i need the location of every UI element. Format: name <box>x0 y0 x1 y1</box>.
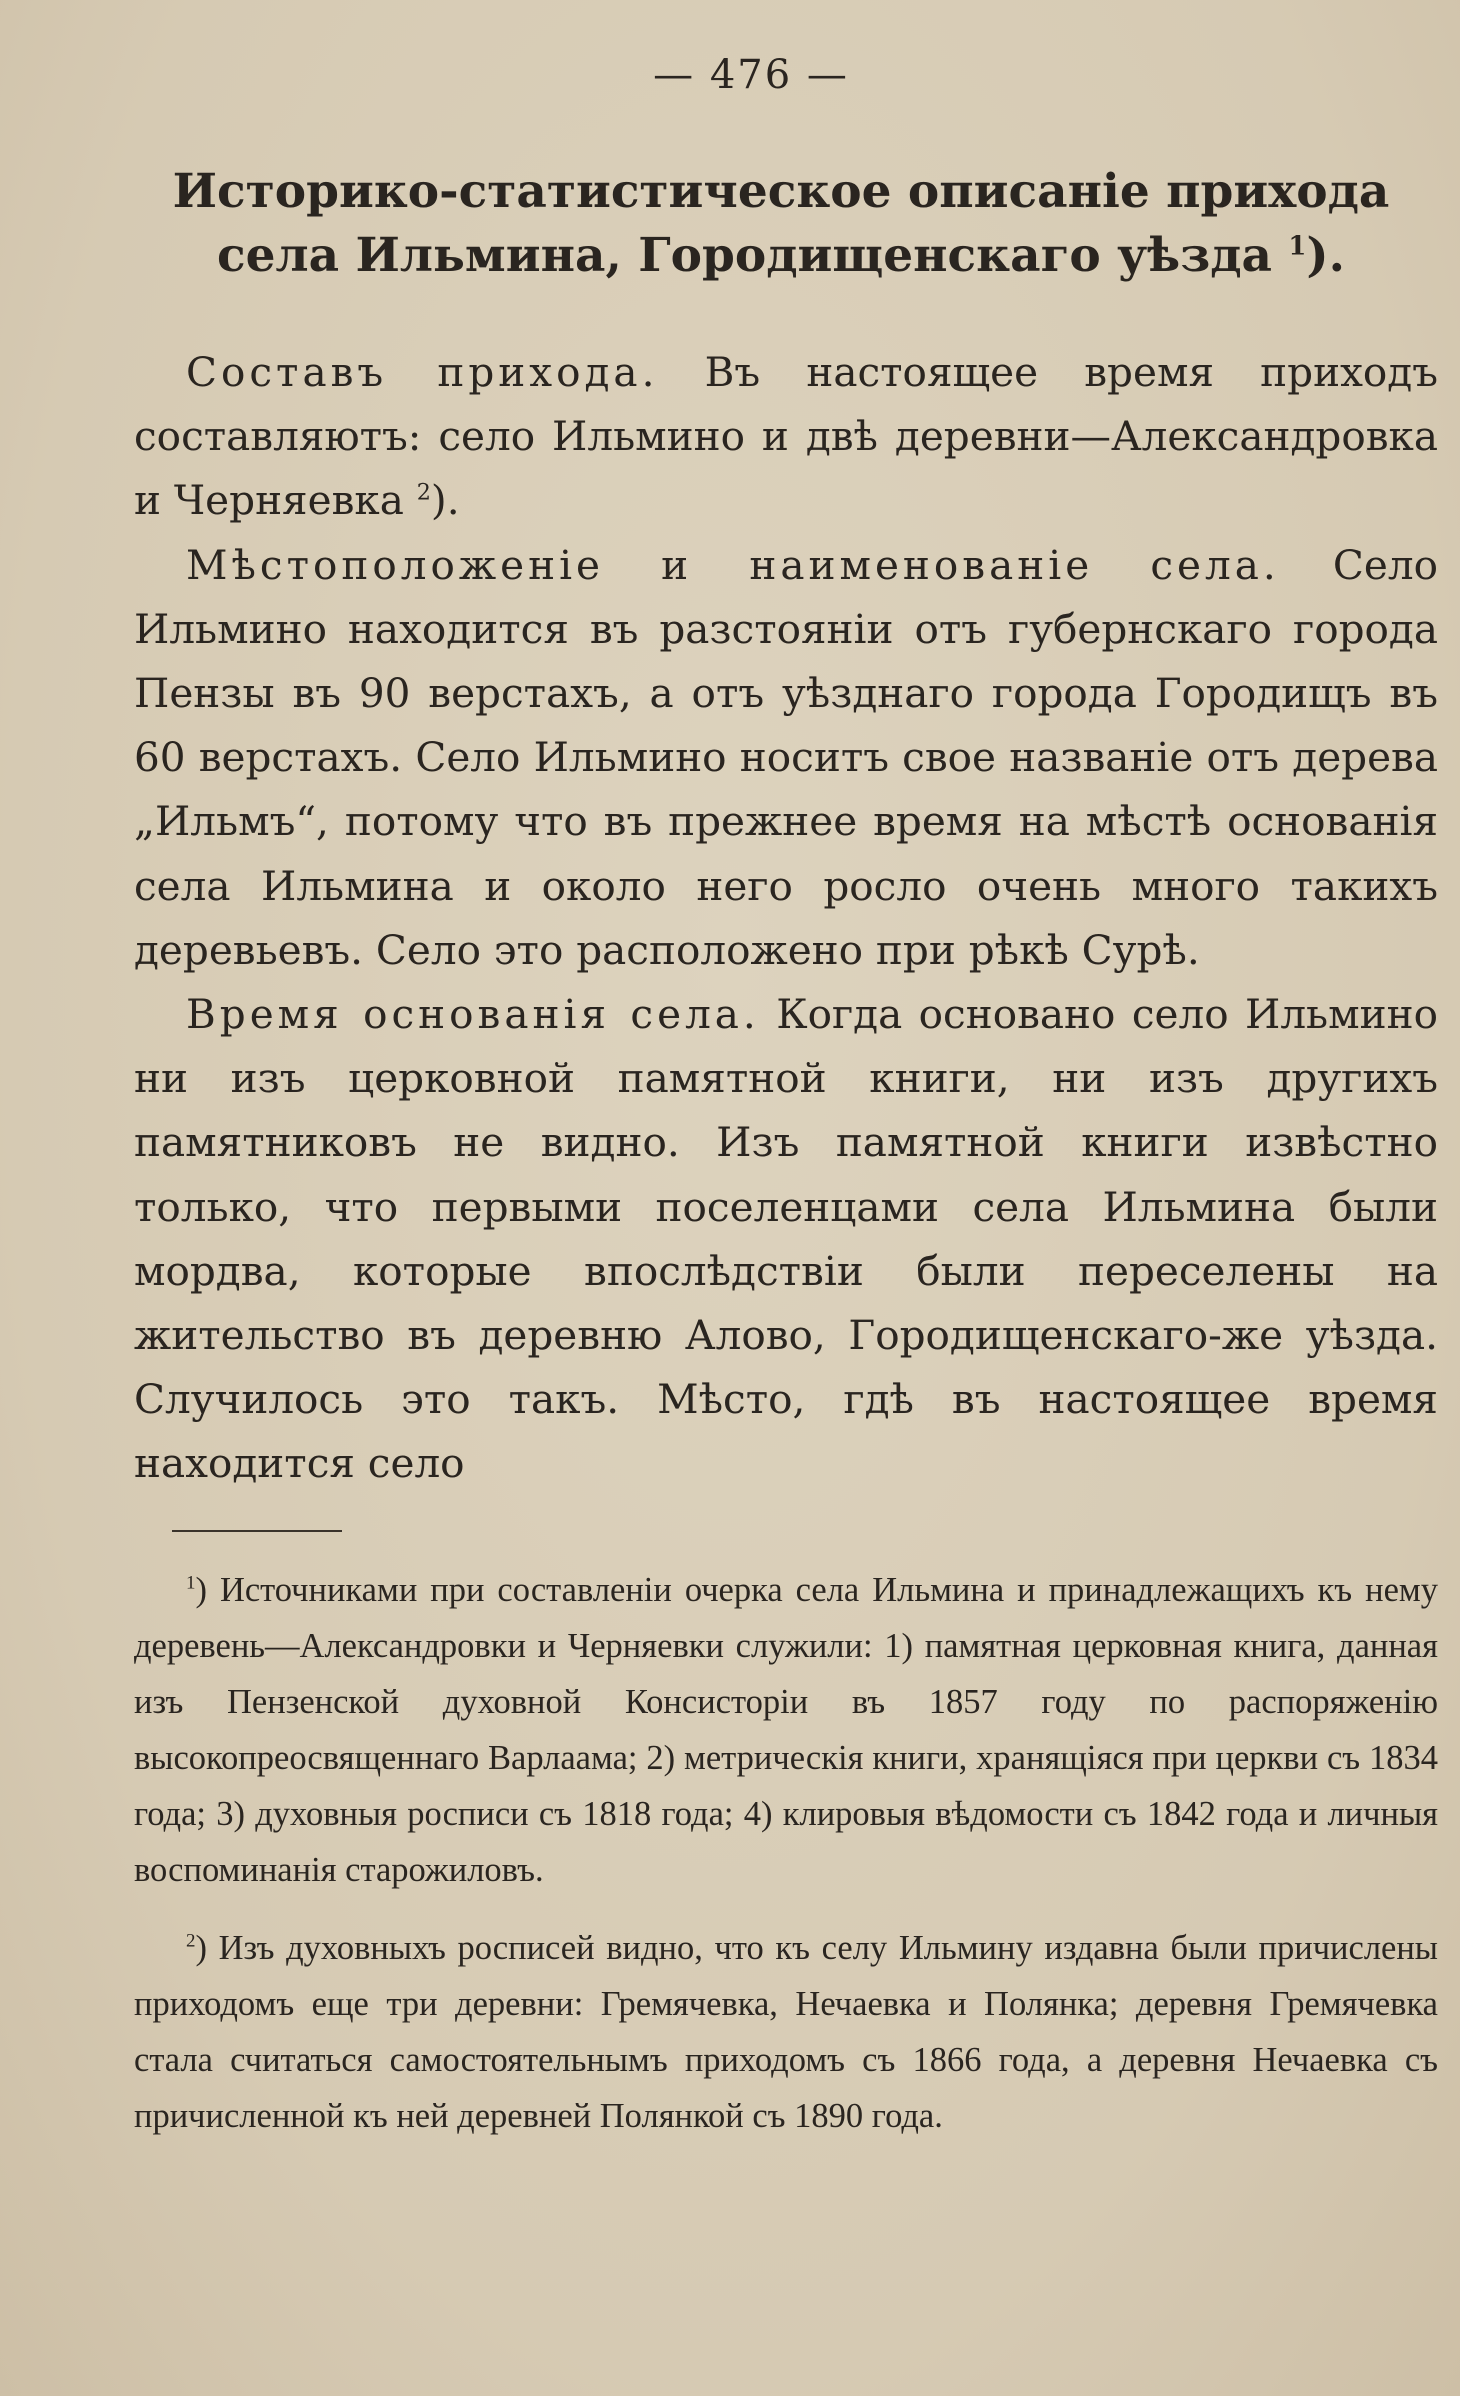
section-heading: Составъ прихода. <box>186 348 659 396</box>
paragraph-location <box>134 533 1438 982</box>
paragraph-tail: ). <box>430 476 460 525</box>
paragraph-text: Въ настоящее время приходъ составляютъ: село Ильмино и двѣ деревни—Александровка и Черняевка <box>134 348 1439 525</box>
paragraph-founding <box>134 982 1438 1496</box>
title-text: Историко-статистическое описаніе прихода села Ильмина, Городищенскаго уѣзда <box>172 164 1390 283</box>
footnote-mark: 1 <box>186 1572 196 1594</box>
footnote-text: ) Изъ духовныхъ росписей видно, что къ селу Ильмину издавна были причислены приходомъ еще три деревни: Гремячевка, Нечаевка и Полянка; деревня Гремячевка стала считаться самостоятельнымъ приходомъ съ 1866 года, а деревня Нечаевка съ причисленной къ ней деревней Полянкой съ 1890 года. <box>134 1928 1438 2135</box>
footnote-separator <box>172 1530 342 1532</box>
footnote-ref-2[interactable]: 2 <box>416 479 431 506</box>
main-text <box>134 340 1438 1496</box>
section-heading: Время основанія села. <box>186 990 760 1039</box>
paragraph-parish-composition <box>134 340 1438 533</box>
article-title <box>134 160 1438 288</box>
paragraph-text: Село Ильмино находится въ разстояніи отъ губернскаго города Пензы въ 90 верстахъ, а отъ уѣзднаго города Городищъ въ 60 верстахъ. Село Ильмино носитъ свое названіе отъ дерева „Ильмъ“, потому что въ прежнее время на мѣстѣ основанія села Ильмина и около него росло очень много такихъ деревьевъ. Село это расположено при рѣкѣ Сурѣ. <box>134 540 1438 974</box>
page-number: — 476 — <box>653 52 849 98</box>
section-heading: Мѣстоположеніе и наименованіе села. <box>186 540 1280 589</box>
title-footnote-ref[interactable]: 1 <box>1288 231 1307 262</box>
footnotes <box>134 1562 1438 2144</box>
footnote-text: ) Источниками при составленіи очерка села Ильмина и принадлежащихъ къ нему деревень—Александровки и Черняевки служили: 1) памятная церковная книга, данная изъ Пензенской духовной Консисторіи въ 1857 году по распоряженію высокопреосвященнаго Варлаама; 2) метрическія книги, хранящіяся при церкви съ 1834 года; 3) духовныя росписи съ 1818 года; 4) клировыя вѣдомости съ 1842 года и личныя воспоминанія старожиловъ. <box>134 1570 1438 1889</box>
footnote-mark: 2 <box>186 1930 196 1952</box>
title-tail: ). <box>1306 228 1345 283</box>
footnote-1 <box>134 1562 1438 1898</box>
footnote-2 <box>134 1920 1438 2144</box>
paragraph-text: Когда основано село Ильмино ни изъ церковной памятной книги, ни изъ другихъ памятниковъ не видно. Изъ памятной книги извѣстно только, что первыми поселенцами села Ильмина были мордва, которые впослѣдствіи были переселены на жительство въ деревню Алово, Городищенскаго-же уѣзда. Случилось это такъ. Мѣсто, гдѣ въ настоящее время находится село <box>134 990 1438 1488</box>
